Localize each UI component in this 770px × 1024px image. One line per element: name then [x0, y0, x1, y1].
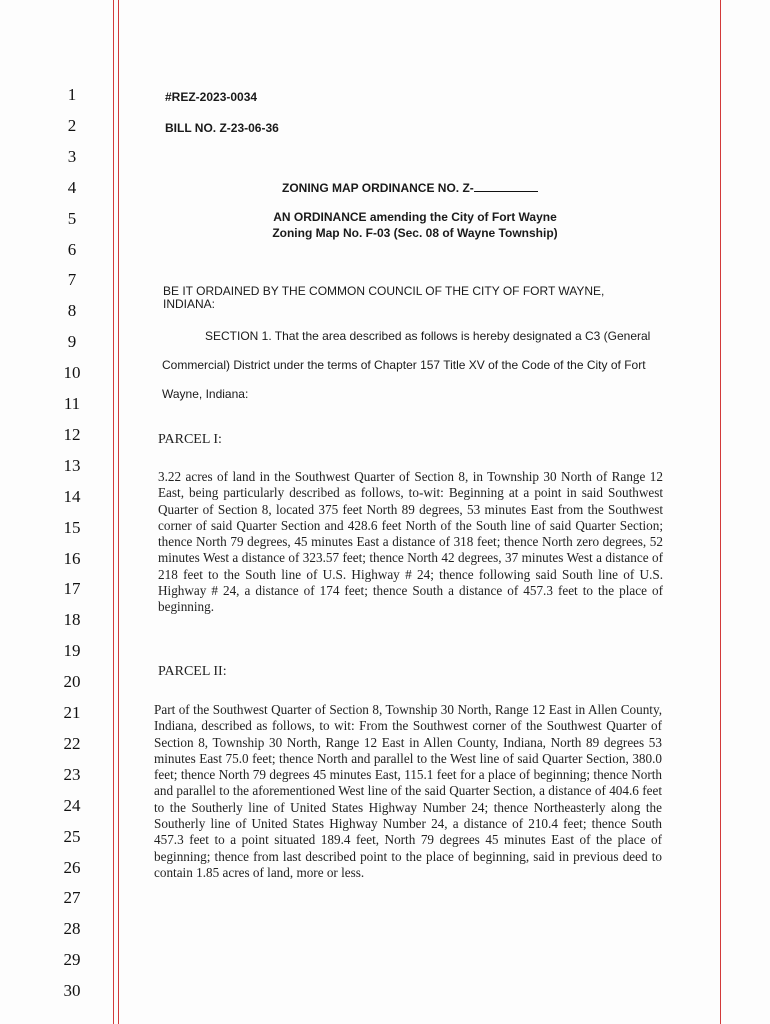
parcel-2-heading: PARCEL II:: [158, 664, 227, 679]
ordinance-title: [282, 180, 538, 195]
line-number: 13: [63, 455, 81, 475]
right-margin-line: [720, 0, 721, 1024]
line-number: 5: [67, 208, 77, 228]
line-number: 8: [67, 301, 77, 321]
line-number: 21: [63, 703, 81, 722]
line-number: 22: [63, 733, 81, 753]
bill-number: BILL NO. Z-23-06-36: [165, 121, 279, 135]
section-line-1: SECTION 1. That the area described as follows is hereby designated a C3 (General: [205, 329, 651, 343]
line-number: 25: [63, 826, 81, 846]
line-number: 4: [67, 177, 77, 197]
line-number: 10: [63, 363, 81, 383]
left-margin-line: [113, 0, 114, 1024]
line-number: 15: [63, 517, 81, 537]
line-number: 20: [63, 672, 81, 692]
parcel-1-heading: PARCEL I:: [158, 432, 222, 447]
line-number: 6: [67, 239, 77, 259]
line-number: 27: [63, 888, 81, 908]
ordained-line-2: INDIANA:: [163, 297, 216, 311]
section-line-3: Wayne, Indiana:: [162, 387, 249, 401]
subtitle-line-1: AN ORDINANCE amending the City of Fort Wayne: [273, 210, 557, 224]
parcel-2-description: Part of the Southwest Quarter of Section 8, Township 30 North, Range 12 East in Allen County, Indiana, described as follows, to wit: From the Southwest corner of the Southwest Quarter of Section 8, Township 30 North, Range 12 East in Allen County, Indiana, North 89 degrees 53 minutes East 75.0 feet; thence North and parallel to the West line of said Quarter Section, 380.0 feet; thence North 79 degrees 45 minutes East, 115.1 feet for a place of beginning; thence North and parallel to the aforementioned West line of the said Quarter Section, a distance of 404.6 feet to the Southerly line of United States Highway Number 24; thence Northeasterly along the Southerly line of United States Highway Number 24, a distance of 210.4 feet; thence South 457.3 feet to a point situated 189.4 feet, North 79 degrees 45 minutes East of the place of beginning; thence from last described point to the place of beginning, said in previous deed to contain 1.85 acres of land, more or less.: [154, 702, 662, 880]
line-number: 29: [63, 950, 81, 970]
line-number: 11: [63, 394, 81, 413]
line-number: 18: [63, 610, 81, 630]
case-number: #REZ-2023-0034: [165, 90, 258, 104]
line-number: 12: [63, 424, 81, 444]
line-number: 2: [67, 115, 77, 135]
line-number: 28: [63, 919, 81, 939]
line-number: 9: [67, 332, 77, 352]
line-number: 23: [63, 764, 81, 784]
line-number: 30: [63, 981, 81, 1001]
parcel-1-description: 3.22 acres of land in the Southwest Quarter of Section 8, in Township 30 North of Range 12 East, being particularly described as follows, to-wit: Beginning at a point in said Southwest Quarter of Section 8, located 375 feet North 89 degrees, 53 minutes East from the Southwest corner of said Quarter Section and 428.6 feet North of the South line of said Quarter Section; thence North 79 degrees, 45 minutes East a distance of 318 feet; thence North zero degrees, 52 minutes West a distance of 323.57 feet; thence North 42 degrees, 37 minutes West a distance of 218 feet to the South line of U.S. Highway # 24; thence following said South line of U.S. Highway # 24, a distance of 174 feet; thence South a distance of 457.3 feet to the place of beginning.: [158, 469, 663, 615]
line-number: 24: [63, 795, 81, 815]
section-line-2: Commercial) District under the terms of Chapter 157 Title XV of the Code of the City of Fort: [162, 358, 646, 372]
line-number: 3: [67, 146, 77, 166]
subtitle-line-2: Zoning Map No. F-03 (Sec. 08 of Wayne Township): [272, 226, 558, 240]
ordinance-number-blank: [474, 180, 538, 192]
ordained-line-1: BE IT ORDAINED BY THE COMMON COUNCIL OF THE CITY OF FORT WAYNE,: [163, 284, 605, 298]
ordinance-title-text: ZONING MAP ORDINANCE NO. Z-: [282, 181, 474, 195]
line-number: 17: [63, 579, 81, 599]
line-number: 1: [67, 85, 77, 104]
line-number: 7: [67, 270, 77, 290]
left-margin-line-2: [118, 0, 119, 1024]
line-number: 14: [63, 486, 81, 506]
line-number: 16: [63, 548, 81, 568]
line-number: 19: [63, 641, 81, 661]
line-number: 26: [63, 857, 81, 877]
